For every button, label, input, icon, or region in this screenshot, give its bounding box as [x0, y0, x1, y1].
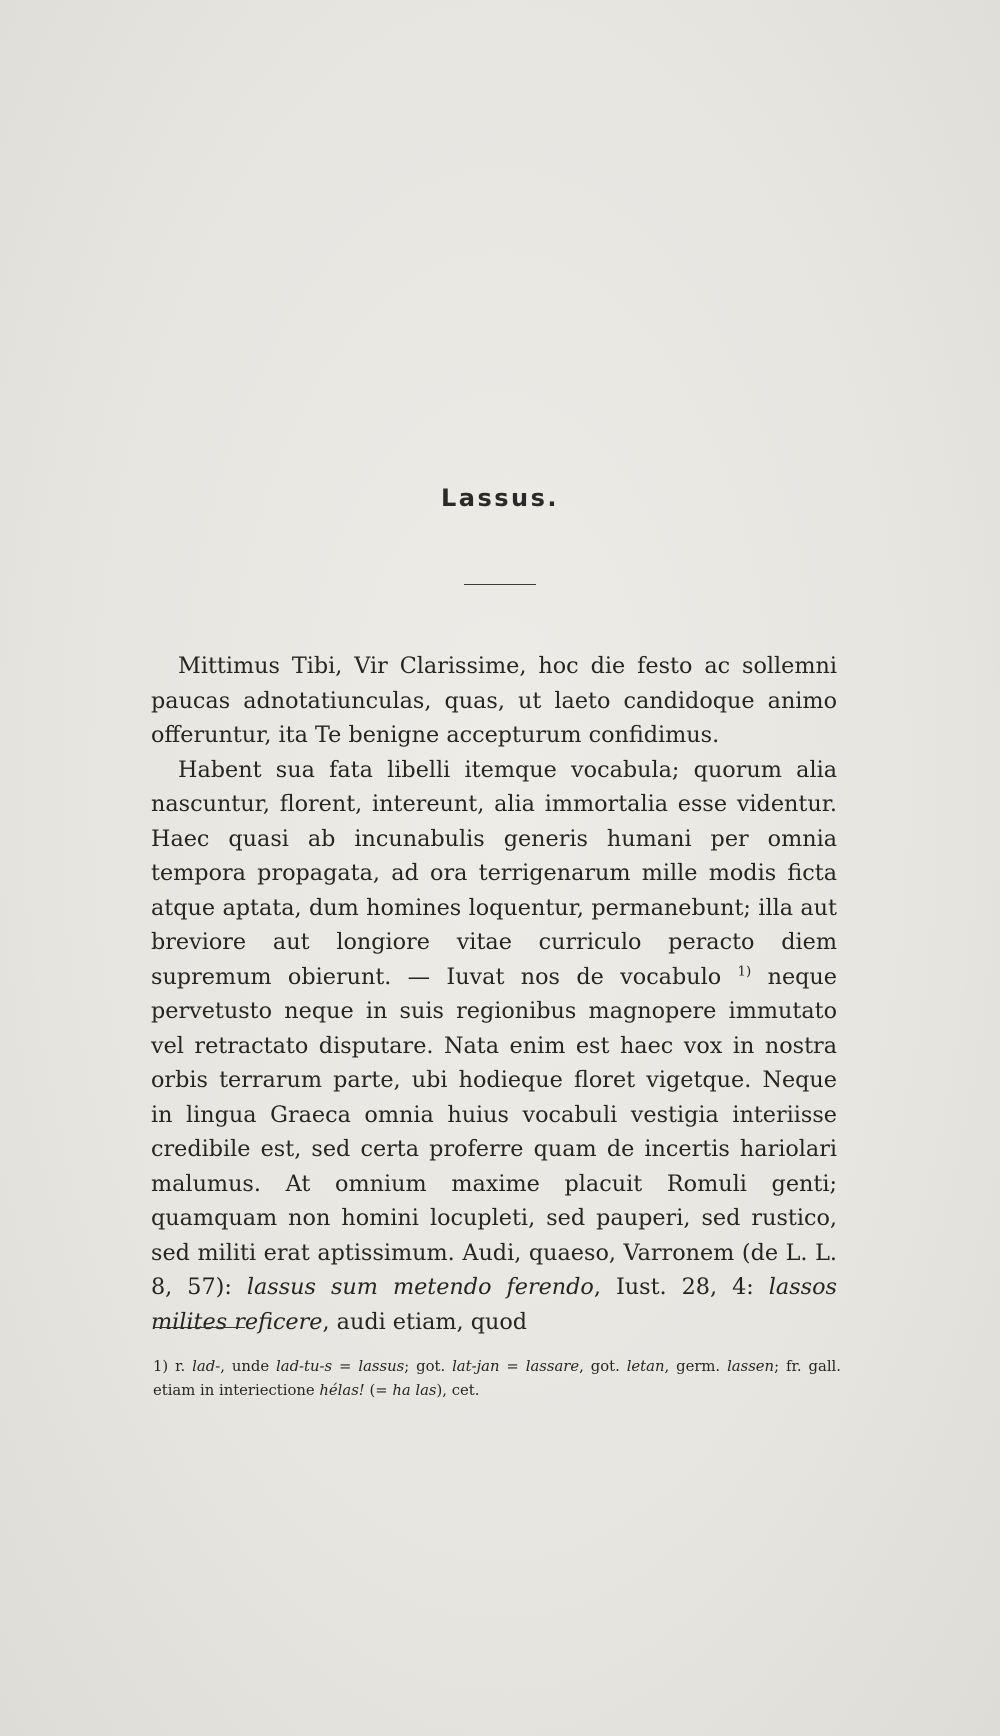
- text-run: Mittimus Tibi, Vir Clarissime, hoc die festo ac sollemni paucas adnotatiunculas, quas, ut laeto candidoque animo offeruntur, ita Te benigne accepturum confidimus.: [151, 653, 837, 748]
- page-title: Lassus.: [440, 484, 560, 512]
- footnote: [153, 1355, 841, 1403]
- italic-text: hélas!: [319, 1382, 365, 1399]
- text-run: , germ.: [664, 1358, 728, 1375]
- text-run: (=: [364, 1382, 393, 1399]
- footnote-text: [153, 1355, 841, 1403]
- footnote-marker: 1): [737, 964, 752, 980]
- paragraph: [151, 649, 837, 753]
- text-run: , unde: [220, 1358, 277, 1375]
- italic-text: ha las: [392, 1382, 437, 1399]
- text-run: ), cet.: [436, 1382, 480, 1399]
- italic-text: lassen: [727, 1358, 775, 1375]
- main-text: [151, 649, 837, 1339]
- italic-text: lassos milites reficere: [151, 1274, 837, 1335]
- italic-text: lad-: [192, 1358, 221, 1375]
- text-run: neque pervetusto neque in suis regionibus magnopere immutato vel retractato disputare. Nata enim est haec vox in nostra orbis terrarum parte, ubi hodieque floret vigetque. Neque in lingua Graeca omnia huius vocabuli vestigia interiisse credibile est, sed certa proferre quam de incertis hariolari malumus. At omnium maxime placuit Romuli genti; quamquam non homini locupleti, sed pauperi, sed rustico, sed militi erat aptissimum. Audi, quaeso, Varronem (de L. L. 8, 57):: [151, 963, 837, 1300]
- text-run: , audi etiam, quod: [322, 1308, 528, 1335]
- text-run: 1) r.: [153, 1358, 193, 1375]
- text-run: ; got.: [404, 1358, 453, 1375]
- italic-text: lassus sum metendo ferendo: [246, 1274, 594, 1300]
- footnote-divider: [153, 1327, 245, 1328]
- text-run: Habent sua fata libelli itemque vocabula; quorum alia nascuntur, florent, intereunt, alia immortalia esse videntur. Haec quasi ab incunabulis generis humani per omnia tempora propagata, ad ora terrigenarum mille modis ficta atque aptata, dum homines loquentur, permanebunt; illa aut breviore aut longiore vitae curriculo peracto diem supremum obierunt. — Iuvat nos de vocabulo: [151, 756, 837, 990]
- text-run: ; fr. gall. etiam in interiectione: [153, 1358, 841, 1399]
- title-divider: [464, 584, 536, 585]
- text-run: , got.: [579, 1358, 627, 1375]
- text-run: , Iust. 28, 4:: [593, 1274, 769, 1300]
- italic-text: letan: [626, 1358, 665, 1375]
- paragraph: [151, 753, 837, 1340]
- italic-text: lad-tu-s = lassus: [276, 1358, 405, 1375]
- italic-text: lat-jan = lassare: [452, 1358, 580, 1375]
